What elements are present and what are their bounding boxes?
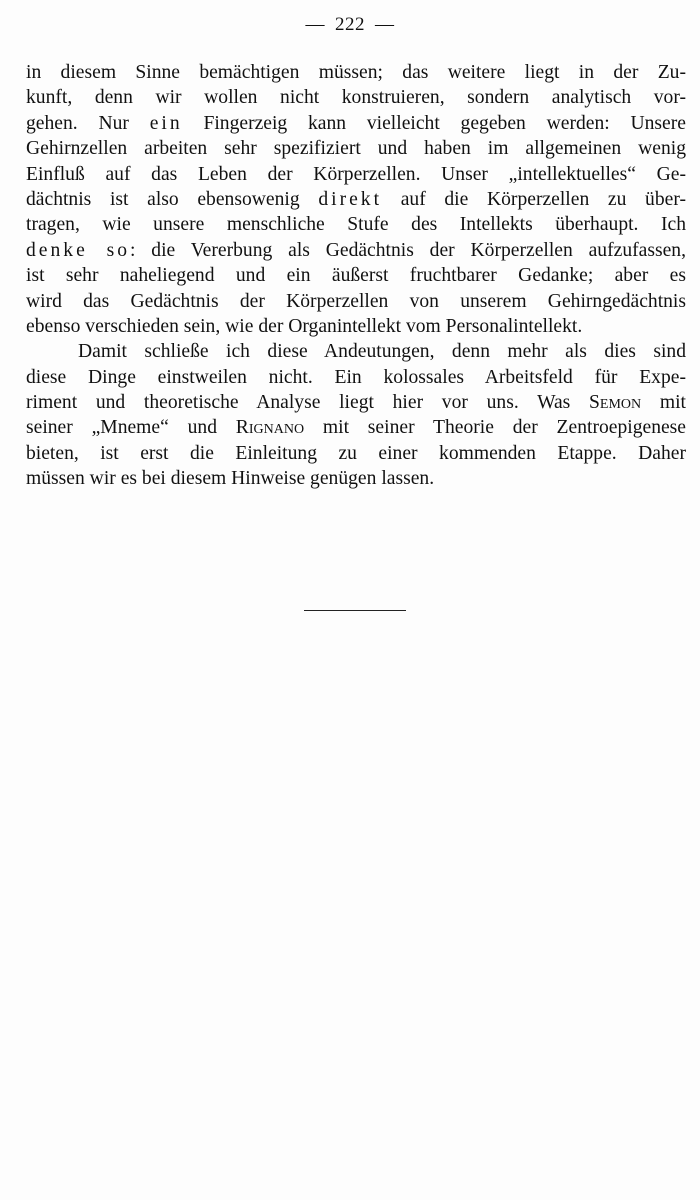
text-run: riment und theoretische Analyse liegt hier vor uns. Was — [26, 392, 571, 414]
text-run: gehen. Nur — [26, 112, 129, 134]
page-number: 222 — [335, 14, 365, 35]
text-line — [26, 415, 686, 440]
text-line — [26, 111, 686, 136]
text-line: tragen, wie unsere menschliche Stufe des Intellekts überhaupt. Ich — [26, 214, 686, 236]
text-line: wird das Gedächtnis der Körperzellen von unserem Gehirngedächtnis — [26, 290, 686, 312]
text-run: dächtnis ist also ebensowenig — [26, 188, 300, 210]
text-line: Einfluß auf das Leben der Körperzellen. Unser „intellektuelles“ Ge- — [26, 163, 686, 185]
author-name: Rignano — [235, 417, 305, 439]
text-run: auf die Körperzellen zu über- — [400, 188, 686, 210]
header-dash-left: — — [305, 14, 325, 35]
emphasized-word: ein — [149, 112, 183, 134]
text-line: diese Dinge einstweilen nicht. Ein kolossales Arbeitsfeld für Expe- — [26, 366, 686, 388]
text-line: bieten, ist erst die Einleitung zu einer kommenden Etappe. Daher — [26, 442, 686, 464]
paragraph-1 — [26, 60, 686, 339]
body-text — [26, 60, 686, 492]
text-line: müssen wir es bei diesem Hinweise genügen lassen. — [26, 468, 435, 490]
text-run: mit seiner Theorie der Zentroepigenese — [322, 417, 687, 439]
text-line — [26, 238, 686, 263]
text-line: Gehirnzellen arbeiten sehr spezifiziert und haben im allgemeinen wenig — [26, 138, 686, 160]
emphasized-word: direkt — [318, 188, 383, 210]
header-dash-right: — — [375, 14, 395, 35]
text-line: kunft, denn wir wollen nicht konstruieren, sondern analytisch vor- — [26, 87, 686, 109]
page-header — [0, 14, 700, 36]
text-line: ist sehr naheliegend und ein äußerst fruchtbarer Gedanke; aber es — [26, 265, 686, 287]
text-line — [26, 390, 686, 415]
text-run: Fingerzeig kann vielleicht gegeben werden: Unsere — [203, 112, 686, 134]
text-line: in diesem Sinne bemächtigen müssen; das weitere liegt in der Zu- — [26, 62, 686, 83]
text-run: mit — [659, 392, 686, 414]
text-run: seiner „Mneme“ und — [26, 417, 217, 439]
emphasized-word: denke so — [26, 239, 131, 261]
section-end-rule — [304, 610, 406, 611]
text-line — [26, 187, 686, 212]
author-name: Semon — [589, 392, 642, 414]
paragraph-2 — [26, 339, 686, 491]
text-line: ebenso verschieden sein, wie der Organintellekt vom Personalintellekt. — [26, 315, 583, 337]
text-run: : die Vererbung als Gedächtnis der Körperzellen aufzufassen, — [130, 239, 686, 261]
text-line: Damit schließe ich diese Andeutungen, denn mehr als dies sind — [78, 341, 686, 363]
